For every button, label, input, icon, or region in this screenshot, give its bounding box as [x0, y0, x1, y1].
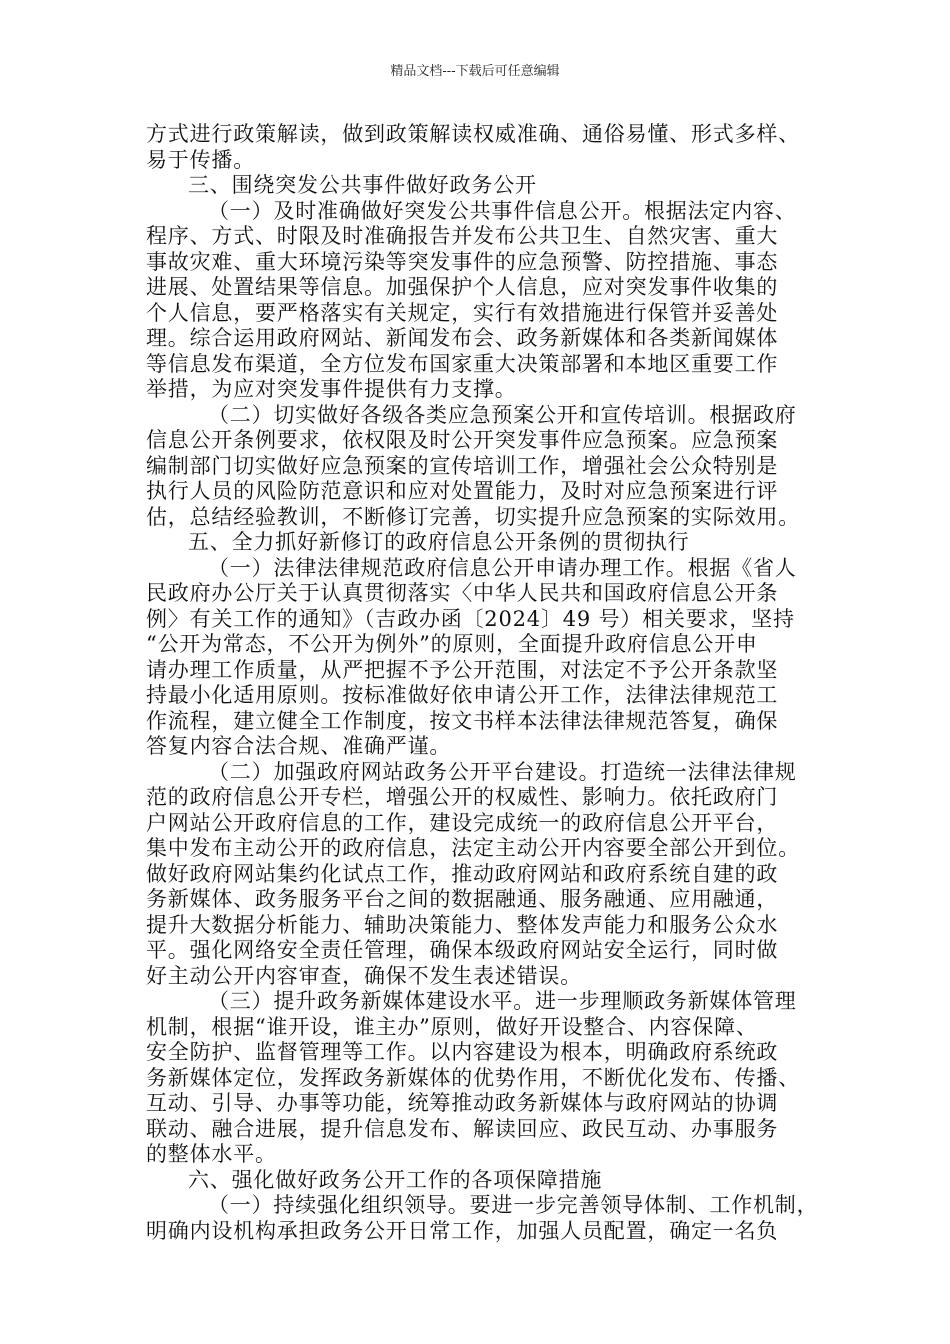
paragraph-first-line: （三）提升政务新媒体建设水平。进一步理顺政务新媒体管理 — [208, 989, 797, 1013]
section-heading: 五、全力抓好新修订的政府信息公开条例的贯彻执行 — [188, 530, 690, 554]
body-text-line: 集中发布主动公开的政府信息，法定主动公开内容要全部公开到位。 — [146, 836, 800, 860]
body-text-line: 户网站公开政府信息的工作，建设完成统一的政府信息公开平台， — [146, 810, 779, 835]
body-text-line: 民政府办公厅关于认真贯彻落实〈中华人民共和国政府信息公开条 — [146, 581, 779, 605]
page-header: 精品文档---下载后可任意编辑 — [390, 64, 560, 79]
section-heading: 三、围绕突发公共事件做好政务公开 — [188, 173, 537, 197]
body-text-line: 例〉有关工作的通知》（吉政办函〔2024〕49 号）相关要求，坚持 — [146, 606, 795, 631]
body-text-line: 请办理工作质量，从严把握不予公开范围，对法定不予公开条款坚 — [146, 657, 779, 682]
body-text-line: 明确内设机构承担政务公开日常工作，加强人员配置，确定一名负 — [146, 1218, 779, 1243]
body-text-line: 估，总结经验教训，不断修订完善，切实提升应急预案的实际效用。 — [146, 504, 800, 529]
body-text-line: 进展、处置结果等信息。加强保护个人信息，应对突发事件收集的 — [146, 275, 779, 299]
body-text-line: 程序、方式、时限及时准确报告并发布公共卫生、自然灾害、重大 — [146, 224, 779, 248]
paragraph-first-line: （二）加强政府网站政务公开平台建设。打造统一法律法律规 — [208, 759, 797, 784]
body-text-line: 事故灾难、重大环境污染等突发事件的应急预警、防控措施、事态 — [146, 249, 779, 274]
body-text-line: 等信息发布渠道，全方位发布国家重大决策部署和本地区重要工作 — [146, 351, 779, 376]
body-text-line: 信息公开条例要求，依权限及时公开突发事件应急预案。应急预案 — [146, 428, 779, 452]
body-text-line: 举措，为应对突发事件提供有力支撑。 — [146, 377, 517, 401]
paragraph-first-line: （一）及时准确做好突发公共事件信息公开。根据法定内容、 — [208, 198, 797, 223]
body-text-line: 个人信息，要严格落实有关规定，实行有效措施进行保管并妥善处 — [146, 300, 779, 325]
body-text-line: 做好政府网站集约化试点工作，推动政府网站和政府系统自建的政 — [146, 861, 779, 886]
body-text-line: 持最小化适用原则。按标准做好依申请公开工作，法律法律规范工 — [146, 683, 779, 707]
body-text-line: 答复内容合法合规、准确严谨。 — [146, 734, 452, 758]
body-text-line: 作流程，建立健全工作制度，按文书样本法律法律规范答复，确保 — [146, 708, 779, 733]
paragraph-first-line: （一）持续强化组织领导。要进一步完善领导体制、工作机制， — [208, 1193, 819, 1217]
body-text-line: 易于传播。 — [146, 147, 255, 172]
paragraph-first-line: （一）法律法律规范政府信息公开申请办理工作。根据《省人 — [208, 555, 797, 580]
body-text-line: 方式进行政策解读，做到政策解读权威准确、通俗易懂、形式多样、 — [146, 122, 800, 146]
body-text-line: 平。强化网络安全责任管理，确保本级政府网站安全运行，同时做 — [146, 938, 779, 962]
body-text-line: 机制，根据“谁开设，谁主办”原则，做好开设整合、内容保障、 — [146, 1014, 758, 1039]
body-text-line: 互动、引导、办事等功能，统筹推动政务新媒体与政府网站的协调 — [146, 1091, 779, 1115]
body-text-line: 理。综合运用政府网站、新闻发布会、政务新媒体和各类新闻媒体 — [146, 326, 779, 350]
body-text-line: 好主动公开内容审查，确保不发生表述错误。 — [146, 963, 582, 988]
body-text-line: 范的政府信息公开专栏，增强公开的权威性、影响力。依托政府门 — [146, 785, 779, 809]
body-text-line: 务新媒体定位，发挥政务新媒体的优势作用，不断优化发布、传播、 — [146, 1065, 800, 1090]
body-text-line: 务新媒体、政务服务平台之间的数据融通、服务融通、应用融通， — [146, 887, 779, 911]
document-body — [146, 122, 822, 1244]
paragraph-first-line: （二）切实做好各级各类应急预案公开和宣传培训。根据政府 — [208, 402, 797, 427]
body-text-line: 执行人员的风险防范意识和应对处置能力，及时对应急预案进行评 — [146, 479, 779, 503]
body-text-line: 安全防护、监督管理等工作。以内容建设为根本，明确政府系统政 — [146, 1040, 779, 1064]
body-text-line: “公开为常态，不公开为例外”的原则，全面提升政府信息公开申 — [146, 632, 758, 656]
body-text-line: 联动、融合进展，提升信息发布、解读回应、政民互动、办事服务 — [146, 1116, 779, 1141]
body-text-line: 编制部门切实做好应急预案的宣传培训工作，增强社会公众特别是 — [146, 453, 779, 478]
body-text-line: 的整体水平。 — [146, 1142, 277, 1166]
section-heading: 六、强化做好政务公开工作的各项保障措施 — [188, 1167, 603, 1192]
body-text-line: 提升大数据分析能力、辅助决策能力、整体发声能力和服务公众水 — [146, 912, 779, 937]
